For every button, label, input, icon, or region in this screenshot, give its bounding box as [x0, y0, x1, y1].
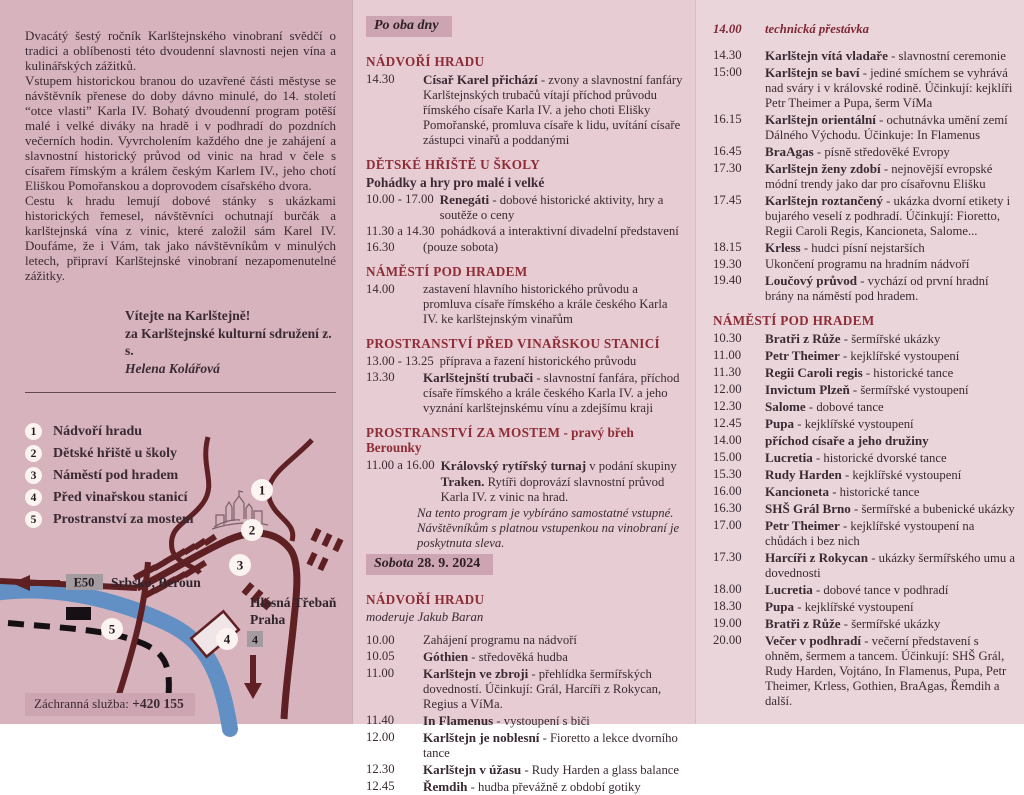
- event-time: 10.05: [366, 649, 395, 663]
- event-body: Bratři z Růže - šermířské ukázky: [765, 331, 941, 346]
- legend-number: 2: [25, 445, 42, 462]
- event-time: 16.45: [713, 144, 742, 158]
- event-time: 16.15: [713, 112, 742, 126]
- event-body: Rudy Harden - kejklířské vystoupení: [765, 467, 962, 482]
- technical-break-row: [713, 22, 1016, 37]
- event-name: Pupa: [765, 599, 795, 614]
- event-body: Karlštejn roztančený - ukázka dvorní etikety i bujarého veselí z podhradí. Účinkují: Fioretto, Regii Caroli Regis, Kancioneta, Salome...: [765, 193, 1011, 238]
- event-time: 15:00: [713, 65, 742, 79]
- event-row: [713, 450, 1016, 466]
- event-desc: dobové tance v podhradí: [823, 583, 949, 597]
- event-row: [713, 582, 1016, 598]
- event-desc: přehlídka šermířských dovedností. Účinkují: Grál, Harcíři z Rokycan, Regius a VíMa.: [423, 667, 662, 711]
- event-time: 11.30: [713, 365, 742, 379]
- left-panel: [0, 0, 352, 724]
- event-time: 12.00: [366, 730, 395, 744]
- event-body: Kancioneta - historické tance: [765, 484, 920, 499]
- event-body: Renegáti - dobové historické aktivity, hry a soutěže o ceny: [439, 192, 664, 222]
- event-desc: šermířské a bubenické ukázky: [861, 502, 1015, 516]
- road-northeast: [269, 440, 312, 541]
- event-row: [713, 65, 1016, 111]
- event-desc: (pouze sobota): [423, 240, 499, 254]
- event-name: Karlštejn v úžasu: [423, 762, 522, 777]
- event-body: [765, 433, 1016, 449]
- event-name: Renegáti: [439, 192, 490, 207]
- event-row: [366, 649, 683, 665]
- legend-label: Náměstí pod hradem: [53, 467, 179, 483]
- event-row: [713, 501, 1016, 517]
- event-time: 19.00: [713, 616, 742, 630]
- intro-paragraph: Cestu k hradu lemují dobové stánky s ukázkami historických řemesel, návštěvníci ochutnají burčák a karlštejnská vína z vinic, které založil sám Karel IV. Doufáme, že i Vám, tak jako návštěvníkům v minulých letech, připraví Karlštejnské vinobraní nezapomenutelné zážitky.: [25, 193, 336, 283]
- event-desc: ochutnávka umění zemí Dálného Východu. Účinkuje: In Flamenus: [765, 113, 1008, 142]
- event-body: Karlštejn ve zbroji - přehlídka šermířských dovedností. Účinkují: Grál, Harcíři z Rokycan, Regius a VíMa.: [423, 666, 662, 711]
- event-desc: příprava a řazení historického průvodu: [439, 354, 637, 368]
- venue-heading: NÁDVOŘÍ HRADU: [366, 592, 485, 607]
- event-row: [713, 48, 1016, 64]
- event-name: Řemdih: [423, 779, 468, 794]
- event-desc: Zahájení programu na nádvoří: [423, 633, 577, 647]
- event-name: Karlštejn orientální: [765, 112, 876, 127]
- event-body: [441, 458, 683, 505]
- event-time: 14.00: [713, 22, 742, 36]
- event-name: Lucretia: [765, 450, 813, 465]
- event-row: [713, 348, 1016, 364]
- event-desc: historické tance: [839, 485, 920, 499]
- event-body: [441, 224, 683, 239]
- event-name-2: Traken.: [440, 474, 485, 489]
- legend-label: Prostranství za mostem: [53, 511, 194, 527]
- event-body: Pupa - kejklířské vystoupení: [765, 416, 914, 431]
- signature-name: Helena Kolářová: [125, 360, 220, 376]
- event-row: [713, 331, 1016, 347]
- event-name: Góthien: [423, 649, 469, 664]
- event-body: Lucretia - historické dvorské tance: [765, 450, 947, 465]
- event-body: Lucretia - dobové tance v podhradí: [765, 582, 949, 597]
- event-body: Karlštejnští trubači - slavnostní fanfára, příchod císaře římského a krále českého Karla IV. a jeho vyznání karlštejnskému vínu a zdejšímu kraji: [423, 370, 680, 415]
- event-body: Karlštejn v úžasu - Rudy Harden a glass balance: [423, 762, 680, 777]
- association-line: za Karlštejnské kulturní sdružení z. s.: [125, 325, 332, 358]
- event-row: [366, 72, 683, 148]
- event-time: 17.30: [713, 161, 742, 175]
- event-row: [366, 730, 683, 761]
- event-name: Karlštejn vítá vladaře: [765, 48, 888, 63]
- event-time: 11.00 a 16.00: [366, 458, 435, 472]
- event-time: 16.30: [366, 240, 395, 254]
- event-body: Řemdih - hudba převážně z období gotiky: [423, 779, 641, 794]
- venue-subtitle: Pohádky a hry pro malé i velké: [366, 175, 545, 190]
- event-time: 10.30: [713, 331, 742, 345]
- venue-heading: PROSTRANSTVÍ ZA MOSTEM - pravý břeh Berounky: [366, 425, 634, 455]
- event-desc: jediné smíchem se vyhrává nad sváry i v královské rodině. Účinkují: kejklíři Petr Theimer a Pupa, šerm VíMa: [765, 66, 1013, 110]
- marker-4: 4: [223, 631, 231, 647]
- venue-heading: NÁMĚSTÍ POD HRADEM: [366, 264, 528, 279]
- event-time: 12.30: [713, 399, 742, 413]
- event-row: [713, 112, 1016, 143]
- e50-label: E50: [73, 575, 95, 590]
- badge-4-label: 4: [252, 632, 258, 647]
- event-body: Bratři z Růže - šermířské ukázky: [765, 616, 941, 631]
- legend-number: 5: [25, 511, 42, 528]
- event-time: 17.00: [713, 518, 742, 532]
- event-desc: zastavení hlavního historického průvodu a promluva císaře římského a krále českého Karla IV. ke karlštejnským vinařům: [423, 282, 668, 326]
- event-name: Karlštejn roztančený: [765, 193, 883, 208]
- event-body: Invictum Plzeň - šermířské vystoupení: [765, 382, 969, 397]
- event-desc: hudba převážně z období gotiky: [477, 780, 641, 794]
- admission-note: Na tento program je vybíráno samostatné vstupné. Návštěvníkům s platnou vstupenkou na vinobraní je poskytnuta sleva.: [417, 506, 680, 550]
- event-body: Večer v podhradí - večerní představení s ohněm, šermem a tancem. Účinkují: SHŠ Grál, Rudy Harden, Vojtáno, In Flamenus, Pupa, Petr Theimer, Krless, Gothien, BraAgas, Řemdih a další.: [765, 633, 1007, 708]
- event-name: Petr Theimer: [765, 518, 840, 533]
- event-body: SHŠ Grál Brno - šermířské a bubenické ukázky: [765, 501, 1015, 516]
- event-desc: vychází od první hradní brány na náměstí pod hradem.: [765, 274, 989, 303]
- legend-number: 4: [25, 489, 42, 506]
- event-time: 14.00: [713, 433, 742, 447]
- program-column-saturday: [695, 0, 1024, 724]
- band-title: Po oba dny: [374, 18, 439, 33]
- event-body: Salome - dobové tance: [765, 399, 884, 414]
- event-desc: kejklířské vystoupení: [804, 600, 914, 614]
- event-row: [366, 354, 683, 369]
- event-time: 12.45: [713, 416, 742, 430]
- station-building: [66, 607, 91, 620]
- intro-text: [25, 28, 336, 283]
- event-row: [713, 240, 1016, 256]
- event-body: Góthien - středověká hudba: [423, 649, 568, 664]
- event-name: Karlštejn se baví: [765, 65, 860, 80]
- event-time: 13.30: [366, 370, 395, 384]
- event-row: [366, 633, 683, 648]
- event-name: Loučový průvod: [765, 273, 858, 288]
- event-time: 13.00 - 13.25: [366, 354, 434, 368]
- marker-5: 5: [108, 621, 116, 637]
- event-name: Harcíři z Rokycan: [765, 550, 869, 565]
- event-body: [765, 257, 1016, 272]
- event-desc: kejklířské vystoupení: [852, 468, 962, 482]
- event-row: [713, 616, 1016, 632]
- event-desc: Rudy Harden a glass balance: [531, 763, 680, 777]
- event-row: [713, 633, 1016, 709]
- event-desc: šermířské ukázky: [851, 332, 941, 346]
- destination-line2: Praha: [250, 612, 286, 627]
- event-time: 15.30: [713, 467, 742, 481]
- event-time: 14.30: [713, 48, 742, 62]
- marker-3: 3: [236, 557, 244, 573]
- legend-label: Nádvoří hradu: [53, 423, 143, 439]
- event-body: Regii Caroli regis - historické tance: [765, 365, 954, 380]
- event-body: [423, 240, 683, 255]
- event-time: 10.00 - 17.00: [366, 192, 434, 206]
- event-body: Petr Theimer - kejklířské vystoupení: [765, 348, 960, 363]
- event-desc-2: Rytíři doprovází slavnostní průvod Karla IV. z vinic na hrad.: [440, 475, 665, 504]
- event-name: Císař Karel přichází: [423, 72, 538, 87]
- event-row: [713, 257, 1016, 272]
- event-desc: slavnostní fanfára, příchod císaře římského a krále českého Karla IV. a jeho vyznání karlštejnskému vínu a zdejšímu kraji: [423, 371, 680, 415]
- map-legend: [25, 423, 194, 533]
- event-row: [713, 484, 1016, 500]
- event-desc: pohádková a interaktivní divadelní představení: [440, 224, 679, 238]
- event-row: [366, 240, 683, 255]
- event-desc: kejklířské vystoupení na chůdách i bez nich: [765, 519, 975, 548]
- event-row: [713, 382, 1016, 398]
- event-row: [713, 599, 1016, 615]
- event-desc: v podání skupiny: [589, 459, 677, 473]
- event-desc: kejklířské vystoupení: [804, 417, 914, 431]
- event-time: 14.30: [366, 72, 395, 86]
- event-row: [366, 370, 683, 416]
- event-name: Rudy Harden: [765, 467, 842, 482]
- legend-item: [25, 423, 194, 440]
- legend-item: [25, 511, 194, 528]
- event-time: 12.00: [713, 382, 742, 396]
- marker-2: 2: [248, 522, 256, 538]
- event-desc: vystoupení s biči: [503, 714, 590, 728]
- event-row: [366, 762, 683, 778]
- event-name: Regii Caroli regis: [765, 365, 863, 380]
- event-name: Salome: [765, 399, 806, 414]
- event-time: 11.00: [366, 666, 395, 680]
- event-name: Karlštejn ženy zdobí: [765, 161, 881, 176]
- venue-heading: DĚTSKÉ HŘIŠTĚ U ŠKOLY: [366, 157, 541, 172]
- event-body: Karlštejn orientální - ochutnávka umění zemí Dálného Východu. Účinkuje: In Flamenus: [765, 112, 1008, 142]
- event-name: Petr Theimer: [765, 348, 840, 363]
- event-row: [366, 458, 683, 505]
- legend-number: 1: [25, 423, 42, 440]
- event-time: 14.00: [366, 282, 395, 296]
- legend-label: Před vinařskou stanicí: [53, 489, 188, 505]
- event-row: [366, 779, 683, 795]
- event-desc: šermířské ukázky: [851, 617, 941, 631]
- event-name: Bratři z Růže: [765, 331, 841, 346]
- event-body: Krless - hudci písní nejstarších: [765, 240, 925, 255]
- event-name: SHŠ Grál Brno: [765, 501, 851, 516]
- event-desc: písně středověké Evropy: [824, 145, 950, 159]
- event-name: Invictum Plzeň: [765, 382, 850, 397]
- venue-suffix: - pravý břeh Berounky: [366, 425, 634, 455]
- band-date: 28. 9. 2024: [413, 556, 481, 571]
- event-row: [713, 273, 1016, 304]
- event-desc: večerní představení s ohněm, šermem a tancem. Účinkují: SHŠ Grál, Rudy Harden, Vojtáno, In Flamenus, Pupa, Petr Theimer, Krless, Gothien, BraAgas, Řemdih a další.: [765, 634, 1007, 708]
- event-row: [713, 550, 1016, 581]
- signature-block: [125, 307, 336, 377]
- event-row: [713, 144, 1016, 160]
- event-row: [366, 224, 683, 239]
- event-body: Karlštejn vítá vladaře - slavnostní ceremonie: [765, 48, 1006, 63]
- event-time: 11.40: [366, 713, 395, 727]
- event-desc: šermířské vystoupení: [860, 383, 969, 397]
- event-desc: Fioretto a lekce dvorního tance: [423, 731, 678, 760]
- event-desc: historické tance: [873, 366, 954, 380]
- event-name: In Flamenus: [423, 713, 494, 728]
- event-time: 16.00: [713, 484, 742, 498]
- event-body: Karlštejn ženy zdobí - nejnovější evropské módní trendy jako dar pro císařovnu Elišku: [765, 161, 993, 191]
- event-time: 12.30: [366, 762, 395, 776]
- destination-line1: Hlásná Třebaň: [250, 595, 337, 610]
- event-name: Lucretia: [765, 582, 813, 597]
- event-name: příchod císaře a jeho družiny: [765, 433, 929, 448]
- event-desc: dobové historické aktivity, hry a soutěže o ceny: [439, 193, 664, 222]
- event-time: 12.45: [366, 779, 395, 793]
- event-name: Večer v podhradí: [765, 633, 862, 648]
- program-band: [366, 16, 452, 37]
- event-name: Karlštejn ve zbroji: [423, 666, 529, 681]
- event-row: [713, 518, 1016, 549]
- event-desc: technická přestávka: [765, 22, 869, 36]
- event-row: [713, 399, 1016, 415]
- event-desc: historické dvorské tance: [823, 451, 947, 465]
- event-desc: ukázky šermířského umu a dovednosti: [765, 551, 1015, 580]
- event-row: [713, 161, 1016, 192]
- emergency-label: Záchranná služba:: [34, 696, 133, 711]
- event-row: [713, 467, 1016, 483]
- event-desc: slavnostní ceremonie: [898, 49, 1006, 63]
- event-name: Karlštejn je noblesní: [423, 730, 540, 745]
- event-row: [366, 192, 683, 223]
- venue-heading: NÁDVOŘÍ HRADU: [366, 54, 485, 69]
- event-desc: Ukončení programu na hradním nádvoří: [765, 257, 970, 271]
- event-desc: ukázka dvorní etikety i bujarého veselí z podhradí. Účinkují: Fioretto, Regii Caroli Regis, Kancioneta, Salome...: [765, 194, 1011, 238]
- event-time: 15.00: [713, 450, 742, 464]
- event-body: Karlštejn se baví - jediné smíchem se vyhrává nad sváry i v královské rodině. Účinkují: kejklíři Petr Theimer a Pupa, šerm VíMa: [765, 65, 1013, 110]
- exit-arrow-shaft: [250, 655, 256, 685]
- event-body: [440, 354, 683, 369]
- event-time: 19.40: [713, 273, 742, 287]
- legend-item: [25, 445, 194, 462]
- event-body: Pupa - kejklířské vystoupení: [765, 599, 914, 614]
- event-desc: zvony a slavnostní fanfáry Karlštejnských trubačů vítají příchod průvodu římského císaře Karla IV. a jeho choti Elišky Pomořanské, promluva císaře k lidu, uvítání císaře zástupci vinařů a poddanými: [423, 73, 683, 147]
- program-band: [366, 554, 493, 575]
- event-body: [423, 282, 683, 327]
- event-body: Loučový průvod - vychází od první hradní brány na náměstí pod hradem.: [765, 273, 989, 303]
- event-row: [713, 365, 1016, 381]
- moderator-note: moderuje Jakub Baran: [366, 610, 484, 624]
- event-body: Petr Theimer - kejklířské vystoupení na chůdách i bez nich: [765, 518, 975, 548]
- event-time: 11.30 a 14.30: [366, 224, 435, 238]
- event-row: [366, 666, 683, 712]
- event-name: Královský rytířský turnaj: [440, 458, 587, 473]
- marker-1: 1: [258, 482, 266, 498]
- event-time: 20.00: [713, 633, 742, 647]
- event-desc: kejklířské vystoupení: [850, 349, 960, 363]
- map-area: [0, 393, 352, 755]
- event-time: 17.30: [713, 550, 742, 564]
- event-name: Kancioneta: [765, 484, 830, 499]
- event-row: [366, 713, 683, 729]
- e50-destination: Srbsko, Beroun: [111, 575, 201, 590]
- event-time: 19.30: [713, 257, 742, 271]
- venue-heading: PROSTRANSTVÍ PŘED VINAŘSKOU STANICÍ: [366, 336, 660, 351]
- event-time: 18.15: [713, 240, 742, 254]
- event-body: Harcíři z Rokycan - ukázky šermířského umu a dovednosti: [765, 550, 1015, 580]
- event-desc: nejnovější evropské módní trendy jako dar pro císařovnu Elišku: [765, 162, 993, 191]
- event-time: 18.30: [713, 599, 742, 613]
- event-body: BraAgas - písně středověké Evropy: [765, 144, 950, 159]
- welcome-line: Vítejte na Karlštejně!: [125, 308, 251, 323]
- event-name: Karlštejnští trubači: [423, 370, 534, 385]
- emergency-banner: [25, 693, 195, 716]
- legend-item: [25, 489, 194, 506]
- event-row: [713, 193, 1016, 239]
- event-desc: dobové tance: [816, 400, 884, 414]
- band-title: Sobota: [374, 556, 414, 571]
- event-name: Pupa: [765, 416, 795, 431]
- event-time: 16.30: [713, 501, 742, 515]
- event-desc: hudci písní nejstarších: [811, 241, 925, 255]
- intro-paragraph: Vstupem historickou branou do uzavřené části městyse se návštěvník přenese do doby dávno minulé, do 14. století “otce vlasti” Karla IV. Bohatý dvoudenní program potěší malé i velké diváky na hradě i v podhradí do pozdních večerních hodin. Vyvrcholením každého dne je zahájení a slavnostní historický průvod od vinic na hrad v čele s císařem římským a králem českým Karlem IV., jeho chotí Eliškou Pomořanskou a doprovodem císařského dvora.: [25, 73, 336, 193]
- event-row: [366, 282, 683, 327]
- legend-label: Dětské hřiště u školy: [53, 445, 178, 461]
- event-body: Karlštejn je noblesní - Fioretto a lekce dvorního tance: [423, 730, 678, 760]
- e50-arrow-shaft: [28, 580, 60, 586]
- event-name: Krless: [765, 240, 801, 255]
- event-time: 10.00: [366, 633, 395, 647]
- exit-arrow-head: [244, 683, 262, 699]
- event-desc: středověká hudba: [478, 650, 568, 664]
- venue-heading: NÁMĚSTÍ POD HRADEM: [713, 313, 875, 328]
- event-body: Císař Karel přichází - zvony a slavnostní fanfáry Karlštejnských trubačů vítají příchod průvodu římského císaře Karla IV. a jeho choti Elišky Pomořanské, promluva císaře k lidu, uvítání císaře zástupci vinařů a poddanými: [423, 72, 683, 147]
- event-time: 18.00: [713, 582, 742, 596]
- event-time: 11.00: [713, 348, 742, 362]
- event-row: [713, 433, 1016, 449]
- event-name: Bratři z Růže: [765, 616, 841, 631]
- event-name: BraAgas: [765, 144, 814, 159]
- legend-number: 3: [25, 467, 42, 484]
- event-time: 17.45: [713, 193, 742, 207]
- event-row: [713, 416, 1016, 432]
- emergency-number: +420 155: [132, 696, 184, 711]
- legend-item: [25, 467, 194, 484]
- intro-paragraph: Dvacátý šestý ročník Karlštejnského vinobraní svědčí o tradici a oblíbenosti této dvoudenní slavnosti nejen vína a kulinářských zážitků.: [25, 28, 336, 73]
- event-body: [423, 633, 683, 648]
- program-column-both-days: [352, 0, 695, 794]
- event-body: In Flamenus - vystoupení s biči: [423, 713, 590, 728]
